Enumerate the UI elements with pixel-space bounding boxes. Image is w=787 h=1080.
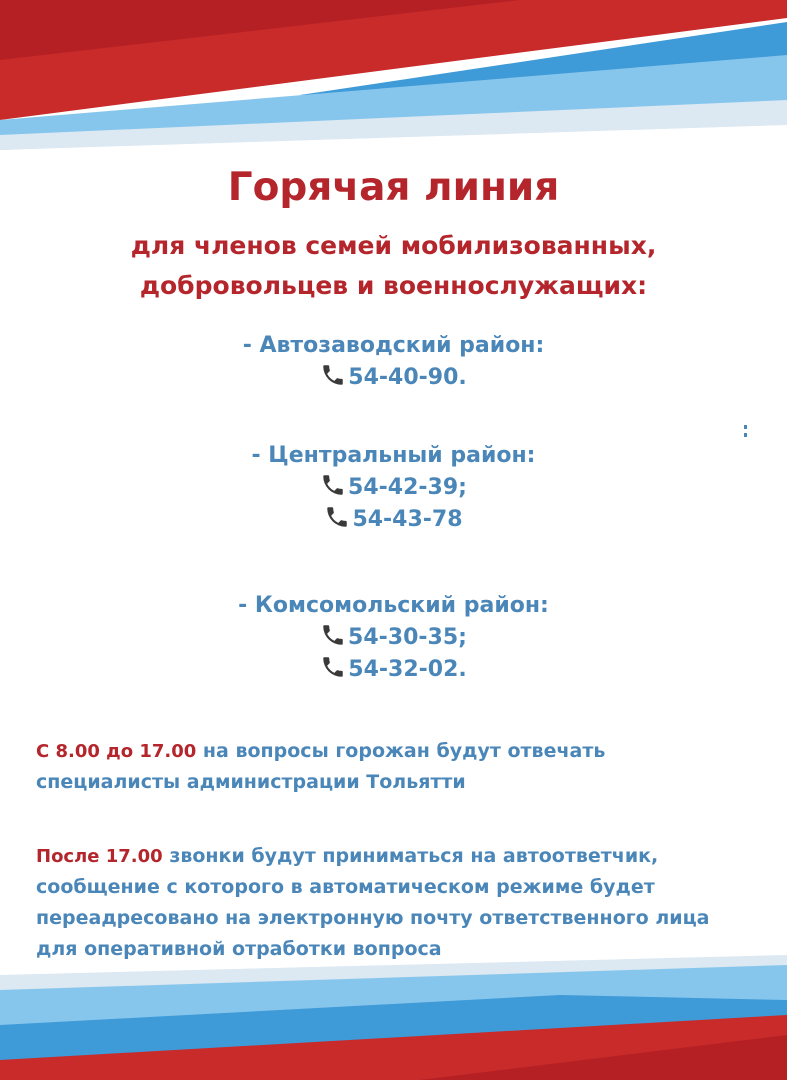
- district-name: - Комсомольский район:: [238, 593, 549, 618]
- subtitle-line-1: для членов семей мобилизованных,: [130, 231, 657, 260]
- hotline-title: Горячая линия: [227, 165, 560, 210]
- phone-number-line[interactable]: [0, 654, 787, 686]
- phone-receiver-icon: [324, 504, 350, 530]
- phone-number: 54-32-02.: [348, 657, 467, 682]
- phone-receiver-icon: [320, 654, 346, 680]
- working-hours-lead: С 8.00 до 17.00: [36, 741, 197, 762]
- after-hours-text: звонки будут приниматься на автоответчик, сообщение с которого в автоматическом режиме будет переадресовано на электронную почту ответственного лица для оперативной отработки вопроса: [36, 845, 710, 960]
- hotline-subtitle: [0, 226, 787, 306]
- district-tsentralny: [0, 440, 787, 536]
- phone-number-line[interactable]: [0, 362, 787, 394]
- decorative-mark: [744, 425, 748, 439]
- phone-number: 54-42-39;: [348, 475, 467, 500]
- working-hours-text: на вопросы горожан будут отвечать специалисты администрации Тольятти: [36, 740, 606, 793]
- phone-receiver-icon: [320, 472, 346, 498]
- tricolor-banner-top: [0, 0, 787, 150]
- phone-number: 54-30-35;: [348, 625, 467, 650]
- after-hours-note: [36, 841, 756, 965]
- after-hours-lead: После 17.00: [36, 846, 163, 867]
- phone-receiver-icon: [320, 622, 346, 648]
- phone-number-line[interactable]: [0, 622, 787, 654]
- district-komsomolsky: [0, 590, 787, 686]
- phone-number-line[interactable]: [0, 504, 787, 536]
- district-name: - Центральный район:: [251, 443, 536, 468]
- phone-number-line[interactable]: [0, 472, 787, 504]
- phone-number: 54-40-90.: [348, 365, 467, 390]
- subtitle-line-2: добровольцев и военнослужащих:: [139, 271, 648, 300]
- phone-number: 54-43-78: [352, 507, 463, 532]
- district-avtozavodsky: [0, 330, 787, 394]
- working-hours-note: [36, 736, 756, 798]
- district-name: - Автозаводский район:: [242, 333, 545, 358]
- tricolor-banner-bottom: [0, 955, 787, 1080]
- phone-receiver-icon: [320, 362, 346, 388]
